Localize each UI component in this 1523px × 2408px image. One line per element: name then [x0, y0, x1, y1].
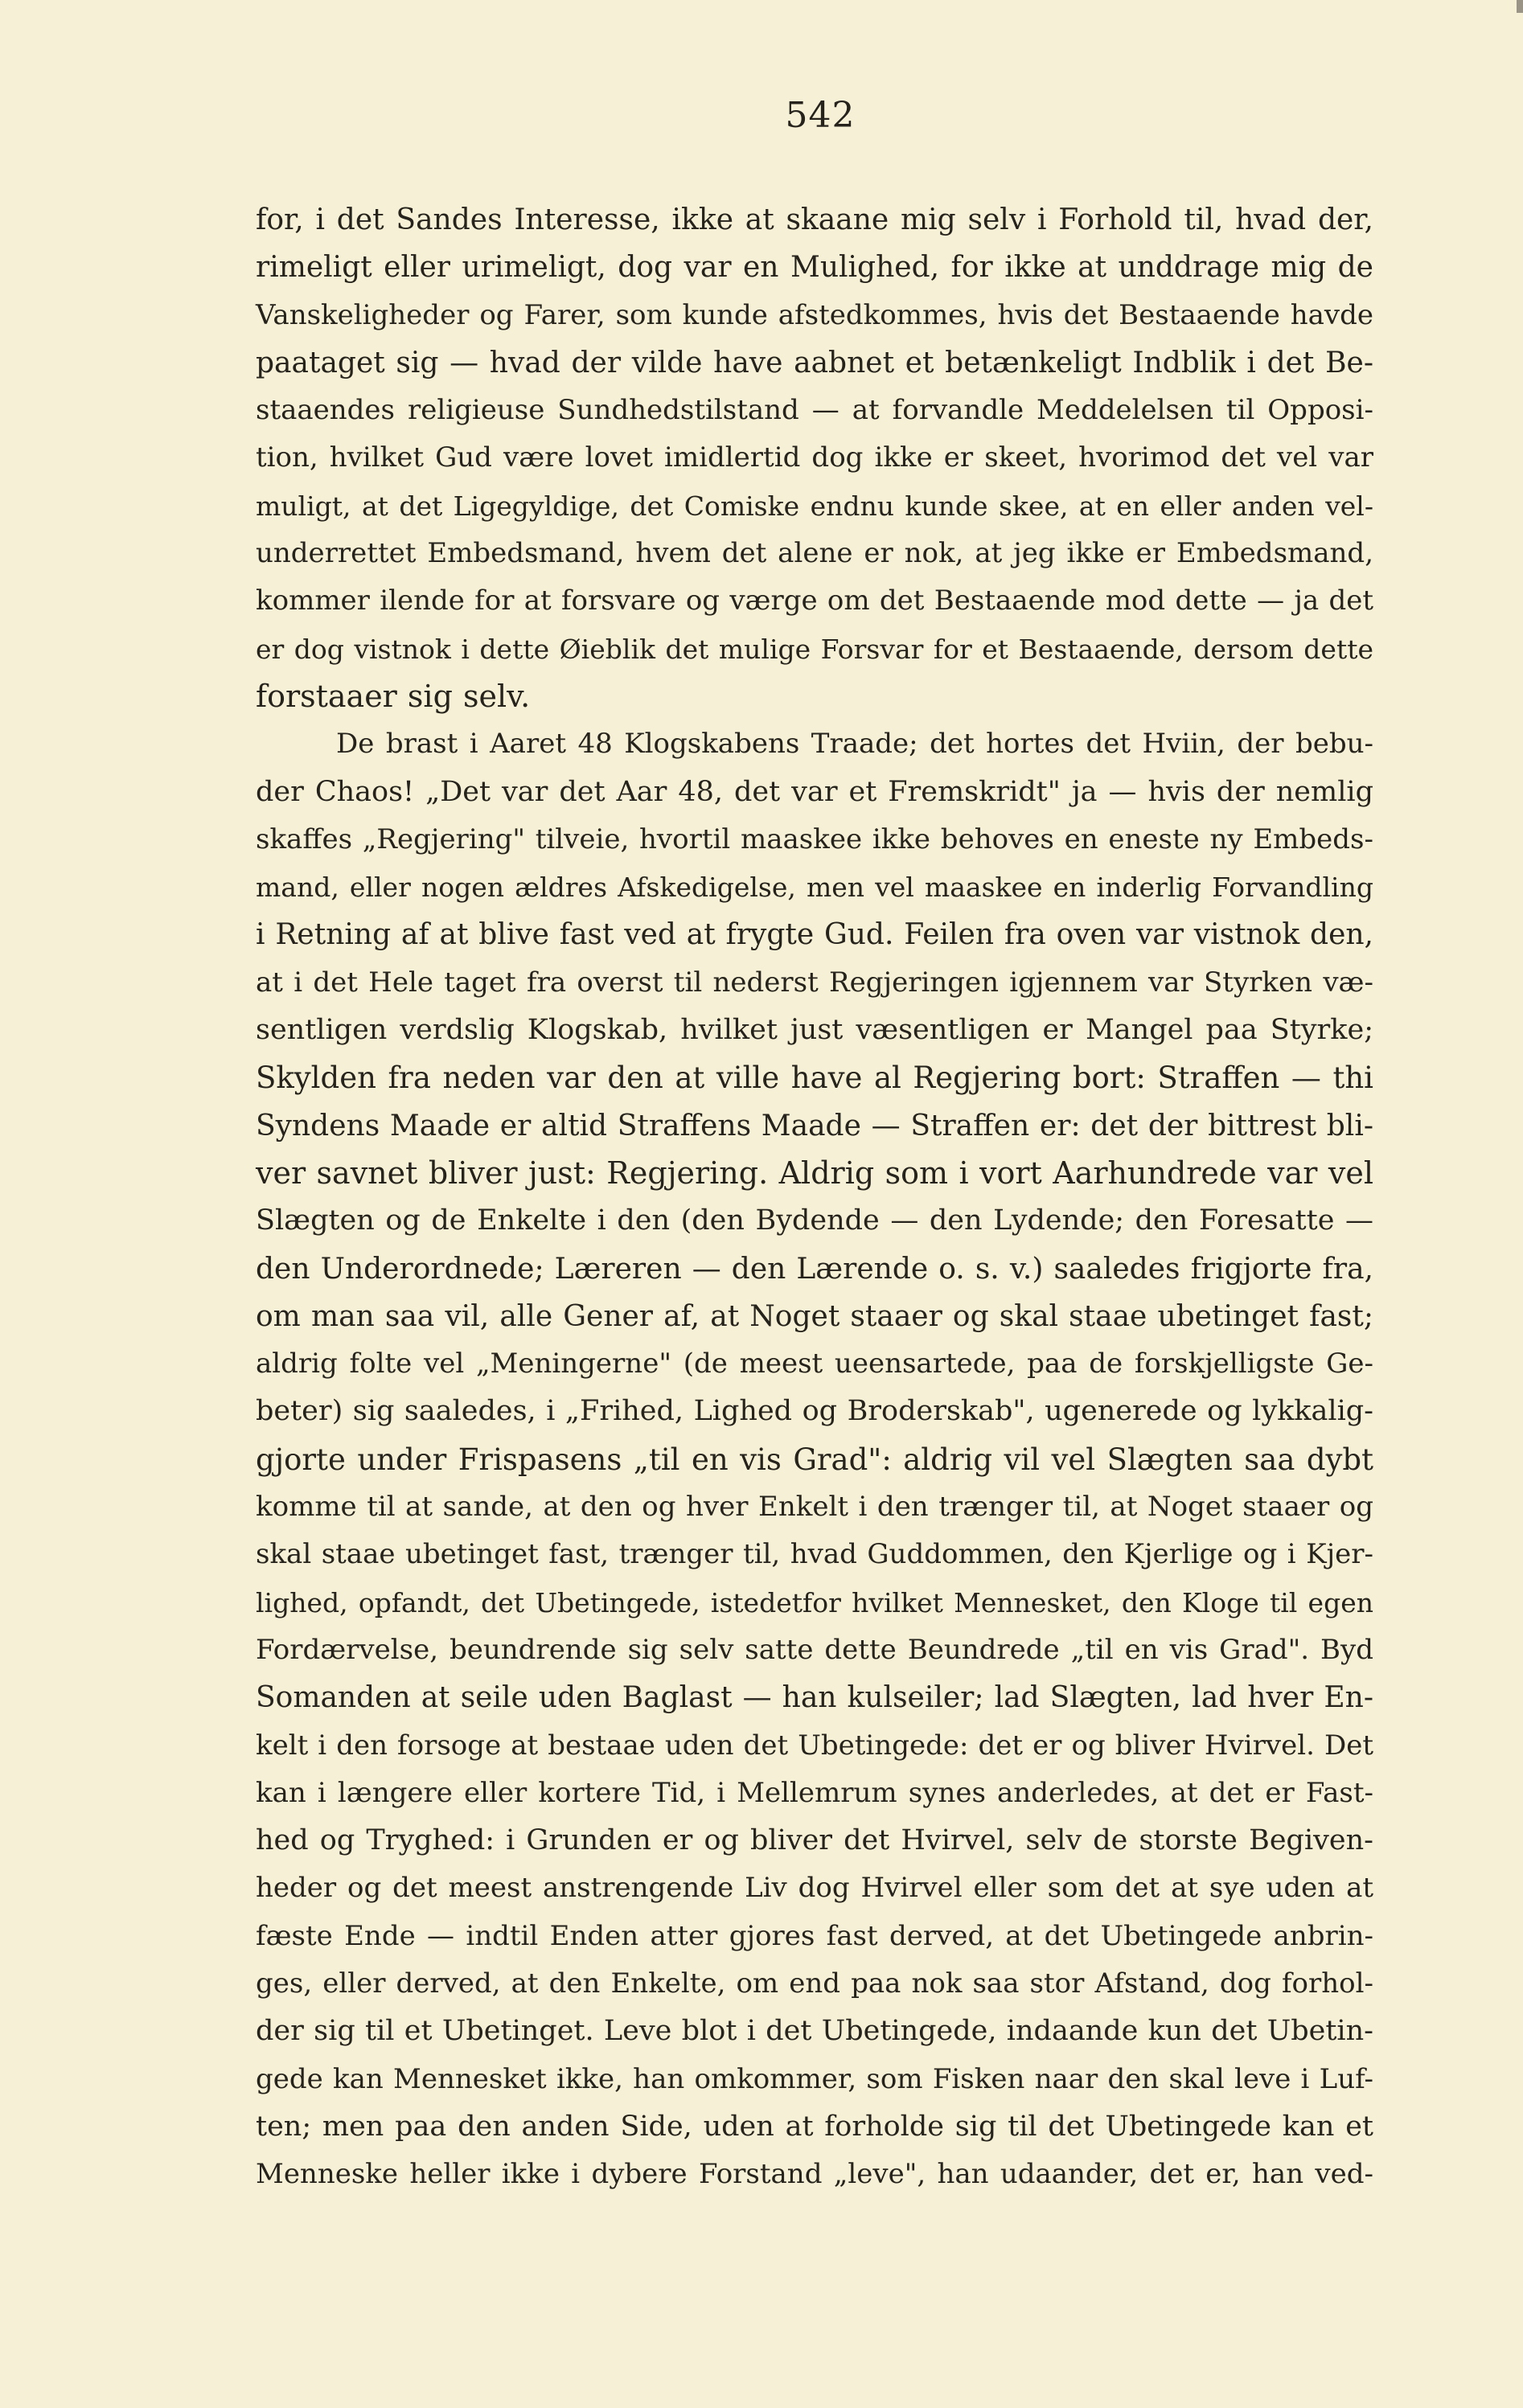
scan-edge-mark	[1517, 0, 1523, 13]
text-line: ver savnet bliver just: Regjering. Aldrig som i vort Aarhundrede var vel	[256, 1155, 1373, 1191]
text-line: sentligen verdslig Klogskab, hvilket just væsentligen er Mangel paa Styrke;	[256, 1014, 1373, 1047]
text-line: ten; men paa den anden Side, uden at forholde sig til det Ubetingede kan et	[256, 2110, 1373, 2143]
text-line: underrettet Embedsmand, hvem det alene er nok, at jeg ikke er Embedsmand,	[256, 537, 1373, 570]
text-line: at i det Hele taget fra overst til nederst Regjeringen igjennem var Styrken væ-	[256, 966, 1373, 999]
text-line: skal staae ubetinget fast, trænger til, hvad Guddommen, den Kjerlige og i Kjer-	[256, 1538, 1373, 1571]
text-line: aldrig folte vel „Meningerne" (de meest ueensartede, paa de forskjelligste Ge-	[256, 1348, 1373, 1380]
text-line: mand, eller nogen ældres Afskedigelse, men vel maaskee en inderlig Forvandling	[256, 872, 1373, 904]
text-line: Fordærvelse, beundrende sig selv satte dette Beundrede „til en vis Grad". Byd	[256, 1633, 1373, 1666]
text-line: gjorte under Frispasens „til en vis Grad": aldrig vil vel Slægten saa dybt	[256, 1442, 1373, 1477]
text-line: der Chaos! „Det var det Aar 48, det var et Fremskridt" ja — hvis der nemlig	[256, 775, 1373, 808]
body-text	[256, 196, 1373, 2198]
text-line: er dog vistnok i dette Øieblik det mulige Forsvar for et Bestaaende, dersom dette	[256, 633, 1373, 665]
text-line: den Underordnede; Læreren — den Lærende o. s. v.) saaledes frigjorte fra,	[256, 1252, 1373, 1286]
text-line: der sig til et Ubetinget. Leve blot i det Ubetingede, indaande kun det Ubetin-	[256, 2015, 1373, 2048]
text-line: paataget sig — hvad der vilde have aabnet et betænkeligt Indblik i det Be-	[256, 346, 1373, 379]
text-line: staaendes religieuse Sundhedstilstand — at forvandle Meddelelsen til Opposi-	[256, 394, 1373, 427]
text-line: i Retning af at blive fast ved at frygte Gud. Feilen fra oven var vistnok den,	[256, 918, 1373, 952]
text-line: Slægten og de Enkelte i den (den Bydende — den Lydende; den Foresatte —	[256, 1204, 1373, 1237]
text-line: hed og Tryghed: i Grunden er og bliver det Hvirvel, selv de storste Begiven-	[256, 1824, 1373, 1857]
text-line: Somanden at seile uden Baglast — han kulseiler; lad Slægten, lad hver En-	[256, 1681, 1373, 1715]
text-line: tion, hvilket Gud være lovet imidlertid dog ikke er skeet, hvorimod det vel var	[256, 441, 1373, 474]
text-line: komme til at sande, at den og hver Enkelt i den trænger til, at Noget staaer og	[256, 1491, 1373, 1524]
text-line: gede kan Mennesket ikke, han omkommer, som Fisken naar den skal leve i Luf-	[256, 2062, 1373, 2095]
text-line: Vanskeligheder og Farer, som kunde afstedkommes, hvis det Bestaaende havde	[256, 298, 1373, 331]
paragraph-end-line: forstaaer sig selv.	[256, 678, 531, 714]
text-line: skaffes „Regjering" tilveie, hvortil maaskee ikke behoves en eneste ny Embeds-	[256, 822, 1373, 855]
text-line: rimeligt eller urimeligt, dog var en Mulighed, for ikke at unddrage mig de	[256, 251, 1373, 285]
text-line: fæste Ende — indtil Enden atter gjores fast derved, at det Ubetingede anbrin-	[256, 1919, 1373, 1952]
text-line: kelt i den forsoge at bestaae uden det Ubetingede: det er og bliver Hvirvel. Det	[256, 1729, 1373, 1762]
text-line: beter) sig saaledes, i „Frihed, Lighed og Broderskab", ugenerede og lykkalig-	[256, 1395, 1373, 1428]
page-number: 542	[785, 95, 856, 136]
text-line: muligt, at det Ligegyldige, det Comiske endnu kunde skee, at en eller anden vel-	[256, 490, 1373, 522]
text-line: heder og det meest anstrengende Liv dog Hvirvel eller som det at sye uden at	[256, 1872, 1373, 1905]
text-line: Menneske heller ikke i dybere Forstand „leve", han udaander, det er, han ved-	[256, 2158, 1373, 2191]
text-line: Skylden fra neden var den at ville have al Regjering bort: Straffen — thi	[256, 1060, 1373, 1096]
text-line: ges, eller derved, at den Enkelte, om end paa nok saa stor Afstand, dog forhol-	[256, 1967, 1373, 2000]
text-line: kan i længere eller kortere Tid, i Mellemrum synes anderledes, at det er Fast-	[256, 1776, 1373, 1809]
text-line: om man saa vil, alle Gener af, at Noget staaer og skal staae ubetinget fast;	[256, 1299, 1373, 1333]
text-line: Syndens Maade er altid Straffens Maade — Straffen er: det der bittrest bli-	[256, 1109, 1373, 1142]
text-line: for, i det Sandes Interesse, ikke at skaane mig selv i Forhold til, hvad der,	[256, 203, 1373, 236]
text-line: lighed, opfandt, det Ubetingede, istedetfor hvilket Mennesket, den Kloge til egen	[256, 1586, 1373, 1618]
paragraph-start-line: De brast i Aaret 48 Klogskabens Traade; det hortes det Hviin, der bebu-	[336, 728, 1373, 761]
text-line: kommer ilende for at forsvare og værge om det Bestaaende mod dette — ja det	[256, 585, 1373, 617]
